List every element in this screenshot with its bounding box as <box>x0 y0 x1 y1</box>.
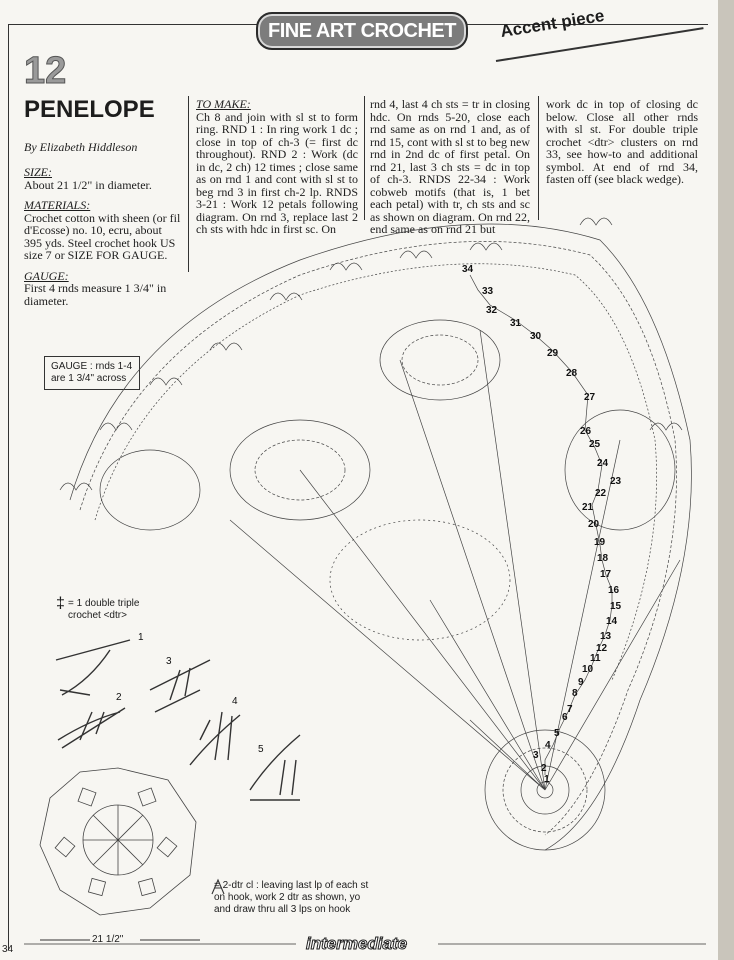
instructions-text-1: Ch 8 and join with sl st to form ring. RND 1 : In ring work 1 dc ; close in top of ch-3 (= first dc throughout). RND 2 : Work (dc in dc, 2 ch) 12 times ; close same as on rnd 1 and cont with sl st to beg rnd 3 in first ch-2 lp. RNDS 3-21 : Work 12 petals following diagram. On rnd 3, replace last 2 ch sts with hdc in first sc. On <box>196 109 358 236</box>
how-to-step-number: 3 <box>166 656 172 667</box>
how-to-step-number: 5 <box>258 744 264 755</box>
round-number: 28 <box>566 368 578 379</box>
cluster-symbol-text: = 2-dtr cl : leaving last lp of each st on hook, work 2 dtr as shown, yo and draw thru all 3 lps on hook <box>214 880 369 915</box>
page-number: 34 <box>2 944 14 955</box>
how-to-step-number: 1 <box>138 632 144 643</box>
round-number: 18 <box>597 553 609 564</box>
round-number: 9 <box>578 677 584 688</box>
round-number: 3 <box>533 750 539 761</box>
footer-size-label: 21 1/2" <box>92 934 124 945</box>
round-number: 10 <box>582 664 594 675</box>
dtr-symbol-icon: ‡ <box>56 595 65 612</box>
dtr-symbol-text: = 1 double triple crochet <dtr> <box>68 598 140 621</box>
gauge-label: GAUGE: <box>24 268 69 283</box>
magazine-badge: FINE ART CROCHET <box>256 12 468 50</box>
round-number: 6 <box>562 712 568 723</box>
round-number: 30 <box>530 331 542 342</box>
pattern-number: 12 <box>24 50 67 92</box>
instructions-text-3: work dc in top of closing dc below. Close all other rnds with sl st. For double triple crochet <dtr> clusters on rnd 33, see how-to and additional symbol. At end of rnd 34, fasten off (see black wedge). <box>546 97 698 186</box>
round-number: 31 <box>510 318 522 329</box>
size-label: SIZE: <box>24 165 52 179</box>
skill-level: intermediate <box>306 934 408 953</box>
how-to-step-number: 2 <box>116 692 122 703</box>
how-to-step-number: 4 <box>232 696 238 707</box>
round-number: 16 <box>608 585 620 596</box>
round-number: 24 <box>597 458 609 469</box>
round-number: 11 <box>590 653 601 664</box>
round-number: 7 <box>567 704 573 715</box>
round-number: 14 <box>606 616 618 627</box>
round-number: 15 <box>610 601 622 612</box>
round-number: 17 <box>600 569 612 580</box>
round-number: 25 <box>589 439 601 450</box>
round-number: 27 <box>584 392 596 403</box>
materials-label: MATERIALS: <box>24 198 91 212</box>
materials-text: Crochet cotton with sheen (or fil d'Ecosse) no. 10, ecru, about 395 yds. Steel crochet hook US size 7 or SIZE FOR GAUGE. <box>24 210 181 262</box>
instructions-label: TO MAKE: <box>196 97 251 111</box>
instructions-text-2: rnd 4, last 4 ch sts = tr in closing hdc. On rnds 5-20, close each rnd same as on rnd 1 and, as of rnd 15, cont with sl st to beg new rnd in 2nd dc of first petal. On rnd 21, last 3 ch sts = dc in top of ch-3. RNDS 22-34 : Work cobweb motifs (that is, 1 bet each petal) with tr, ch sts and sc as shown on diagram. On rnd 22, end same as on rnd 21 but <box>370 97 530 236</box>
round-number: 21 <box>582 502 594 513</box>
doily-schematic <box>40 768 196 915</box>
gauge-box: GAUGE : rnds 1-4 are 1 3/4" across <box>44 356 140 390</box>
round-number: 12 <box>596 643 608 654</box>
round-number: 23 <box>610 476 622 487</box>
round-number: 19 <box>594 537 606 548</box>
round-number: 34 <box>462 264 474 275</box>
category-label: Accent piece <box>499 5 606 42</box>
round-number: 5 <box>554 728 560 739</box>
gauge-text: First 4 rnds measure 1 3/4" in diameter. <box>24 281 167 308</box>
round-number: 33 <box>482 286 494 297</box>
pattern-title: PENELOPE <box>24 96 155 123</box>
round-number: 22 <box>595 488 607 499</box>
round-number: 29 <box>547 348 559 359</box>
round-number: 2 <box>541 763 547 774</box>
round-number: 4 <box>545 740 551 751</box>
round-number: 1 <box>544 774 550 785</box>
round-number: 26 <box>580 426 592 437</box>
round-number: 13 <box>600 631 612 642</box>
round-number: 8 <box>572 688 578 699</box>
round-number: 32 <box>486 305 498 316</box>
byline: By Elizabeth Hiddleson <box>24 140 138 154</box>
round-number: 20 <box>588 519 600 530</box>
size-text: About 21 1/2" in diameter. <box>24 177 152 192</box>
